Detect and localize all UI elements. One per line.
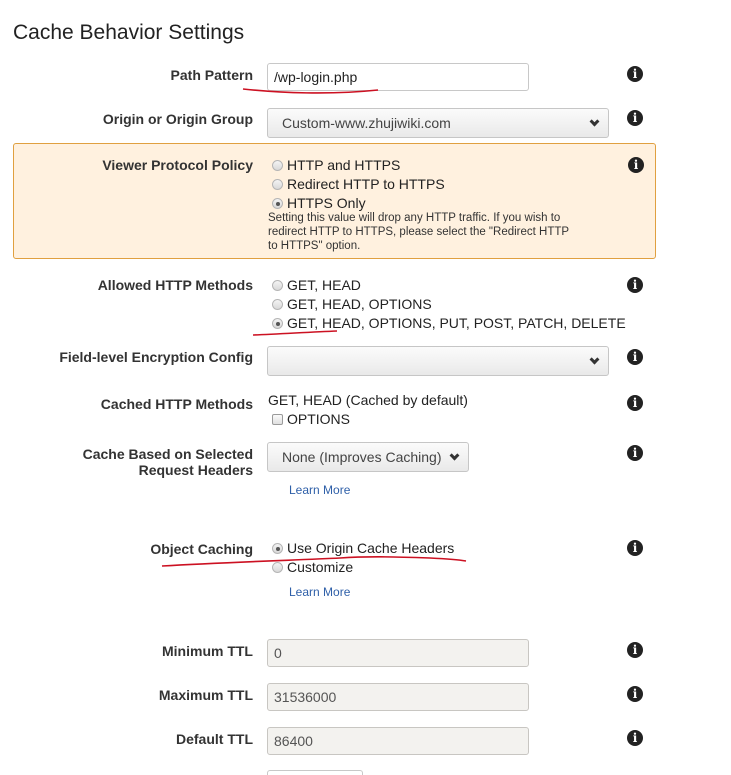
radio-button-selected[interactable] — [272, 318, 283, 329]
viewer-protocol-label: Viewer Protocol Policy — [102, 157, 253, 173]
radio-button-selected[interactable] — [272, 198, 283, 209]
cached-methods-options-checkbox[interactable]: OPTIONS — [272, 410, 350, 428]
page-title: Cache Behavior Settings — [13, 21, 245, 44]
cache-headers-select-value: None (Improves Caching) — [282, 449, 442, 465]
allowed-methods-option-get-head[interactable]: GET, HEAD — [272, 276, 361, 294]
info-icon[interactable]: i — [627, 395, 643, 411]
cached-methods-default-text: GET, HEAD (Cached by default) — [268, 392, 468, 408]
origin-select[interactable] — [267, 108, 609, 138]
allowed-methods-option-get-head-options[interactable]: GET, HEAD, OPTIONS — [272, 295, 432, 313]
chevron-down-icon — [590, 117, 600, 127]
radio-button[interactable] — [272, 179, 283, 190]
cache-headers-label: Cache Based on Selected Request Headers — [82, 446, 253, 478]
viewer-protocol-option-https-only[interactable]: HTTPS Only — [272, 194, 366, 212]
radio-button[interactable] — [272, 562, 283, 573]
default-ttl-input[interactable]: 86400 — [267, 727, 529, 755]
info-icon[interactable]: i — [627, 642, 643, 658]
cache-headers-learn-more-link[interactable]: Learn More — [289, 483, 351, 497]
radio-button[interactable] — [272, 280, 283, 291]
info-icon[interactable]: i — [627, 540, 643, 556]
info-icon[interactable]: i — [627, 66, 643, 82]
default-ttl-label: Default TTL — [176, 731, 253, 747]
radio-button-selected[interactable] — [272, 543, 283, 554]
object-caching-label: Object Caching — [150, 541, 253, 557]
max-ttl-label: Maximum TTL — [158, 687, 253, 703]
checkbox[interactable] — [272, 414, 283, 425]
allowed-methods-option-all[interactable]: GET, HEAD, OPTIONS, PUT, POST, PATCH, DELETE — [272, 314, 626, 332]
info-icon[interactable]: i — [628, 157, 644, 173]
info-icon[interactable]: i — [627, 445, 643, 461]
info-icon[interactable]: i — [627, 110, 643, 126]
object-caching-learn-more-link[interactable]: Learn More — [289, 585, 351, 599]
path-pattern-input[interactable]: /wp-login.php — [267, 63, 529, 91]
origin-label: Origin or Origin Group — [102, 111, 253, 127]
path-pattern-label: Path Pattern — [170, 67, 253, 83]
viewer-protocol-option-redirect[interactable]: Redirect HTTP to HTTPS — [272, 175, 445, 193]
viewer-protocol-option-http-https[interactable]: HTTP and HTTPS — [272, 156, 400, 174]
fle-config-label: Field-level Encryption Config — [59, 349, 253, 365]
radio-button[interactable] — [272, 160, 283, 171]
origin-select-value: Custom-www.zhujiwiki.com — [282, 115, 451, 131]
object-caching-option-customize[interactable]: Customize — [272, 558, 353, 576]
cached-methods-label: Cached HTTP Methods — [100, 396, 253, 412]
radio-button[interactable] — [272, 299, 283, 310]
next-field-input-partial[interactable] — [267, 770, 363, 775]
min-ttl-input[interactable]: 0 — [267, 639, 529, 667]
chevron-down-icon — [590, 355, 600, 365]
allowed-methods-label: Allowed HTTP Methods — [97, 277, 253, 293]
cache-headers-select[interactable] — [267, 442, 469, 472]
min-ttl-label: Minimum TTL — [162, 643, 253, 659]
viewer-protocol-note: Setting this value will drop any HTTP traffic. If you wish to redirect HTTP to HTTPS, please select the "Redirect HTTP to HTTPS" option. — [268, 212, 569, 252]
info-icon[interactable]: i — [627, 686, 643, 702]
info-icon[interactable]: i — [627, 349, 643, 365]
max-ttl-input[interactable]: 31536000 — [267, 683, 529, 711]
object-caching-option-origin-headers[interactable]: Use Origin Cache Headers — [272, 539, 454, 557]
info-icon[interactable]: i — [627, 277, 643, 293]
chevron-down-icon — [450, 451, 460, 461]
info-icon[interactable]: i — [627, 730, 643, 746]
fle-config-select[interactable] — [267, 346, 609, 376]
